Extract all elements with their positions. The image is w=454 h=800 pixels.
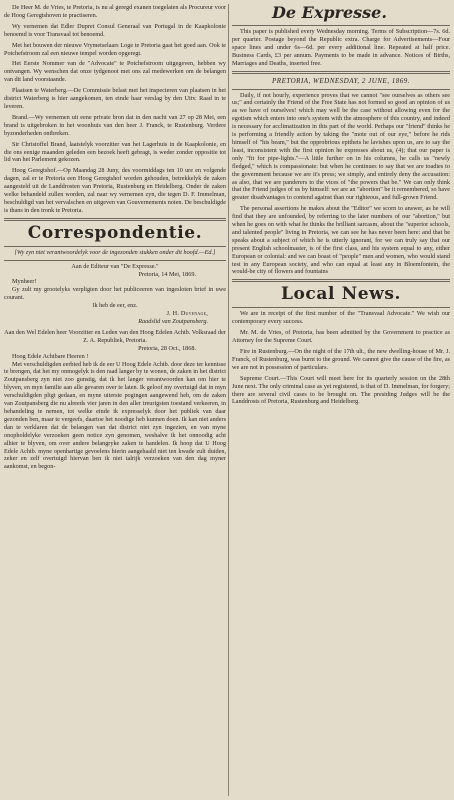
editorial-paragraph: Daily, if not hourly, experience proves that we cannot "see ourselves as others see us;" and certainly the Friend of the Free State has not formed so good an opinion of us as we have of ourselves! which may well be the case without allowing even for the egotism which enters into one's system with the atmosphere of this country, and indeed is necessary for acclimatization in this part of the world. Perhaps our "friend" thinks he is performing a friendly action by taking the "mote out of our eye," before he rids himself of "his beam," but the opprobrious epithets he lavishes upon us, are to say the least, inconsistent with the first opinion he expresses about us, (4); that our paper is only "fit for pipe-lights."—A little further on in his columns, he calls us "newly fledged," which is compassionate: but when he continues to say that we are toadies to the government because we are it's press; we simply, and entirely deny the accusation: as also, that we are panderers to the vices of "the powers that be." We can only think that the Friend judges of us by himself: we are an "abortion" be it remembered, so have greater disadvantages to contend against than our righteous, and full-grown Friend. [232,91,450,202]
section-divider [232,89,450,90]
section-divider [4,218,226,221]
news-item: Wy vernemen dat Edler Dupret Consul Generaal van Portugal in de Kaapkolonie benoemd is voor Transvaal tot benoemd. [4,22,226,38]
disclaimer: [Wy zyn niet verantwoordelyk voor de ingezonden stukken onder dit hoofd.—Ed.] [14,248,216,256]
news-item: Het Eerste Nommer van de "Advocate" te Potchefstroom uitgegeven, hebben wy ontvangen. Wy wenschen dat onze tydgenoot met ons zal medewerken om de belangen van dit land voorstaande. [4,60,226,84]
subscription-info: This paper is published every Wednesday morning. Terms of Subscription—7s. 6d. per quarter. Postage beyond the Republic extra. Charge for Advertisements—Four space lines and under 6s—6d. per every additional line. Repeated at half price. Business Cards, £3 per annum. Payments to be made in advance. Notices of Births, Marriages and Deaths, inserted free. [232,28,450,67]
letter-address: Aan den Wel Edelen heer Voorzitter en Leden van den Hoog Edelen Achtb. Volksraad der Z. A. Republiek, Pretoria. [4,328,226,344]
section-divider [4,260,226,261]
letter-signature: J. H. Duvenage, [166,310,208,318]
news-item: Brand.—Wy vernemen uit eene private bron dat in den nacht van 27 op 28 Mei, een brand is uitgebroken in het woonhuis van den heer J. Franck, te Rustenburg. Verdere byzonderheden ontbreken. [4,113,226,137]
section-title-correspondentie: Correspondentie. [27,222,203,243]
news-item: Supreme Court.—This Court will meet here for its quarterly session on the 28th June next. The only criminal case as yet registered, is that of D. Immelman, for forgery; there are several civil cases to be brought on. The presiding Judges will be the Landdrosts of Pretoria, Rustenburg and Heidelberg. [232,374,450,406]
section-divider [232,279,450,282]
news-item: Hoog Geregtshof.—Op Maandag 28 Juny, des voormiddags ten 10 ure en volgende dagen, zal er te Pretoria een Hoog Geregtshof worden gehouden, betrekkelyk de zaken aangesteld uit de Landdrosten van Pretoria, Rustenburg en Heidelberg. Onder de zaken welke behandeld zullen worden, zal naar wy vernemen zyn, die tegen D. F. Immelman, beschuldigd van het vervalschen en uitgeven van Gouvernements noten. De beschuldigde is thans in den tronk te Pretoria. [4,167,226,214]
letter-body: Met verschuldigden eerbied heb ik de eer U Hoog Edele Achtb. door deze ter kennisse te brengen, dat het my onmogelyk is den raad langer by te wonen, de zaken in het district Zoutpansberg zyn niet zoo gunstig, dat ik het langer verantwoorden kan om hier te blyven, en myn familie aan alle gevaren over te laten. Ik geloof my overtuigd dat in myn verschuldigden pligt gedaan, en myne uiterste pogingen aangewend heb, om de zaken van Zoutpansberg die nu alreeds vier jaren in den aller treurigsten toestand verkeeren, in behandeling te nemen, tot welke einde ik expresselyk door het publiek van daar gezonden ben, maar te vergeefs, daartoe het noodige heb kunnen doen. Ik kan niet anders dan te verklaren dat de belangen van dat district niet zyn ingezien, en van myne onopholdelyke verzoeken geen notice zyn genomen, weshalve ik het onnoodig acht alhier te blyven, om over andere belangryke zaken te handelen. Ik hoop dat U Hoog Edele Achtb. myne openhartige gevoelens hierin aangehaald niet ten kwade zult duiden, zeker en zelf overtuigd hiervan ben ik niet talrijk verzoeken van den dag myner aankomst, en begon- [4,360,226,471]
news-item: Mr. M. de Vries, of Pretoria, has been admitted by the Government to practice as Attorney for the Supreme Court. [232,329,450,345]
letter-date: Pretoria, 28 Oct., 1868. [138,344,196,352]
section-divider [232,307,450,308]
section-divider [232,25,450,26]
letter-date: Pretoria, 14 Mei, 1869. [138,270,196,278]
news-item: De Heer M. de Vries, te Pretoria, is nu al geregd exanen toegelaten als Procureur voor de Hoog Geregtshoven te practiseren. [4,4,226,19]
letter-closing: Ik heb de eer, enz. [92,302,138,310]
letter-signature-title: Raadslid van Zoutpansberg. [138,318,208,325]
news-item: We are in receipt of the first number of the "Transvaal Advocate." We wish our contemporary every success. [232,310,450,326]
news-item: Plaatsen te Waterberg.—De Commissie belast met het inspecteren van plaatsen in het district Waterberg is hier aangekomen, ten einde haar verslag by den Uitv. Raad in te leveren. [4,87,226,110]
left-column [4,4,226,800]
right-column [232,4,450,800]
news-item: Sir Christoffel Brand, laatstelyk voorzitter van het Lagerhuis in de Kaapkolonie, en die ons eenige maanden geleden een bezoek heeft gebragt, is weder zonder oppositie tot lid van het Parlement gekozen. [4,140,226,164]
section-divider [232,71,450,74]
news-item: Fire in Rustenburg.—On the night of the 17th ult., the new dwelling-house of Mr. J. Franck, of Rustenburg, was burnt to the ground. We cannot give the cause of the fire, as we are not in possession of particulars. [232,348,450,371]
editorial-paragraph: The personal assertions he makes about the "Editor" we scorn to answer, as he will find that they are unfounded, by referring to the later numbers of our "abortion," but when he goes on with what he thinks the brilliant sarcasm, about the "superior schools, and talented people" living in Pretoria, we can see he has never been here: and that he speaks about a subject of which he is utterly ignorant, for we can truly say that our present English schoolmaster, is of the first class, and his system equal to any, either European or colonial: and we can boast of "people" men and women, who would stand test in any European society, and who can equal at least any in Bloemfontein, the would-be city of flowers and fountains [232,205,450,276]
column-divider [228,4,229,796]
section-title-local-news: Local News. [280,284,402,305]
news-item: Met het bouwen der nieuwe Vrymetselaars Loge te Pretoria gaat het goed aan. Ook te Potchefstroom zal een nieuwe tempel worden opgeregt. [4,41,226,57]
letter-address: Aan de Editeur van "De Expresse." [71,262,159,270]
letter-salutation: Mynheer! [12,278,37,286]
dateline: PRETORIA, WEDNESDAY, 2 JUNE, 1869. [272,76,410,85]
section-divider [4,246,226,247]
letter-body: Gy zult my grootelyks verpligten door het publiceeren van ingesloten brief in uwe courant. [4,286,226,302]
letter-salutation: Hoog Edele Achtbare Heeren ! [12,352,89,360]
masthead: De Expresse. [272,4,387,22]
